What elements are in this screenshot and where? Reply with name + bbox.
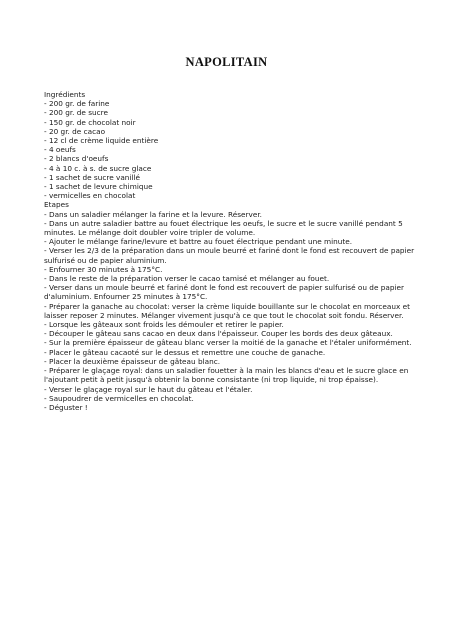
ingredient-item: - 1 sachet de sucre vanillé xyxy=(44,172,141,182)
step-item: - Sur la première épaisseur de gâteau blanc verser la moitié de la ganache et l'étaler uniformément. xyxy=(44,338,412,348)
ingredient-item: - 20 gr. de cacao xyxy=(44,126,106,136)
step-item: - Déguster ! xyxy=(44,402,88,412)
step-item: - Saupoudrer de vermicelles en chocolat. xyxy=(44,393,194,403)
step-item: - Verser dans un moule beurré et fariné dont le fond est recouvert de papier sulfurisé ou de papier d'aluminium. Enfourner 25 minutes à 175°C. xyxy=(44,283,404,302)
step-item: - Verser les 2/3 de la préparation dans un moule beurré et fariné dont le fond est recouvert de papier sulfurisé ou de papier aluminium. xyxy=(44,246,415,265)
recipe-body xyxy=(44,90,420,412)
ingredient-item: - vermicelles en chocolat xyxy=(44,191,136,201)
step-item: - Placer la deuxième épaisseur de gâteau blanc. xyxy=(44,356,221,366)
ingredient-item: - 12 cl de crème liquide entière xyxy=(44,136,159,146)
step-item: - Enfourner 30 minutes à 175°C. xyxy=(44,264,163,274)
ingredient-item: - 200 gr. de farine xyxy=(44,99,110,109)
step-item: - Préparer la ganache au chocolat: verser la crème liquide bouillante sur le chocolat en morceaux et laisser reposer 2 minutes. Mélanger vivement jusqu'à ce que tout le chocolat soit fondu. Réserver. xyxy=(44,301,411,320)
step-item: - Préparer le glaçage royal: dans un saladier fouetter à la main les blancs d'eau et le sucre glace en l'ajoutant petit à petit jusqu'à obtenir la bonne consistante (ni trop liquide, ni trop épaisse). xyxy=(44,366,409,385)
step-item: - Découper le gâteau sans cacao en deux dans l'épaisseur. Couper les bords des deux gâteaux. xyxy=(44,329,393,339)
ingredient-item: - 1 sachet de levure chimique xyxy=(44,182,153,192)
ingredient-item: - 2 blancs d'oeufs xyxy=(44,154,109,164)
ingredient-item: - 200 gr. de sucre xyxy=(44,108,109,118)
ingredient-item: - 4 à 10 c. à s. de sucre glace xyxy=(44,163,152,173)
steps-heading: Etapes xyxy=(44,200,69,210)
step-item: - Placer le gâteau cacaoté sur le dessus et remettre une couche de ganache. xyxy=(44,347,326,357)
step-item: - Lorsque les gâteaux sont froids les démouler et retirer le papier. xyxy=(44,320,284,330)
step-item: - Verser le glaçage royal sur le haut du gâteau et l'étaler. xyxy=(44,384,253,394)
step-item: - Dans un saladier mélanger la farine et la levure. Réserver. xyxy=(44,209,262,219)
ingredient-item: - 150 gr. de chocolat noir xyxy=(44,117,136,127)
steps-list xyxy=(44,210,420,412)
recipe-title: NAPOLITAIN xyxy=(185,55,268,69)
ingredient-item: - 4 oeufs xyxy=(44,145,76,155)
ingredients-list xyxy=(44,99,420,200)
step-item: - Dans le reste de la préparation verser le cacao tamisé et mélanger au fouet. xyxy=(44,274,330,284)
step-item: - Ajouter le mélange farine/levure et battre au fouet électrique pendant une minute. xyxy=(44,237,353,247)
step-item: - Dans un autre saladier battre au fouet électrique les oeufs, le sucre et le sucre vanillé pendant 5 minutes. Le mélange doit doubler voire tripler de volume. xyxy=(44,218,403,238)
ingredients-heading: Ingrédients xyxy=(44,90,86,99)
